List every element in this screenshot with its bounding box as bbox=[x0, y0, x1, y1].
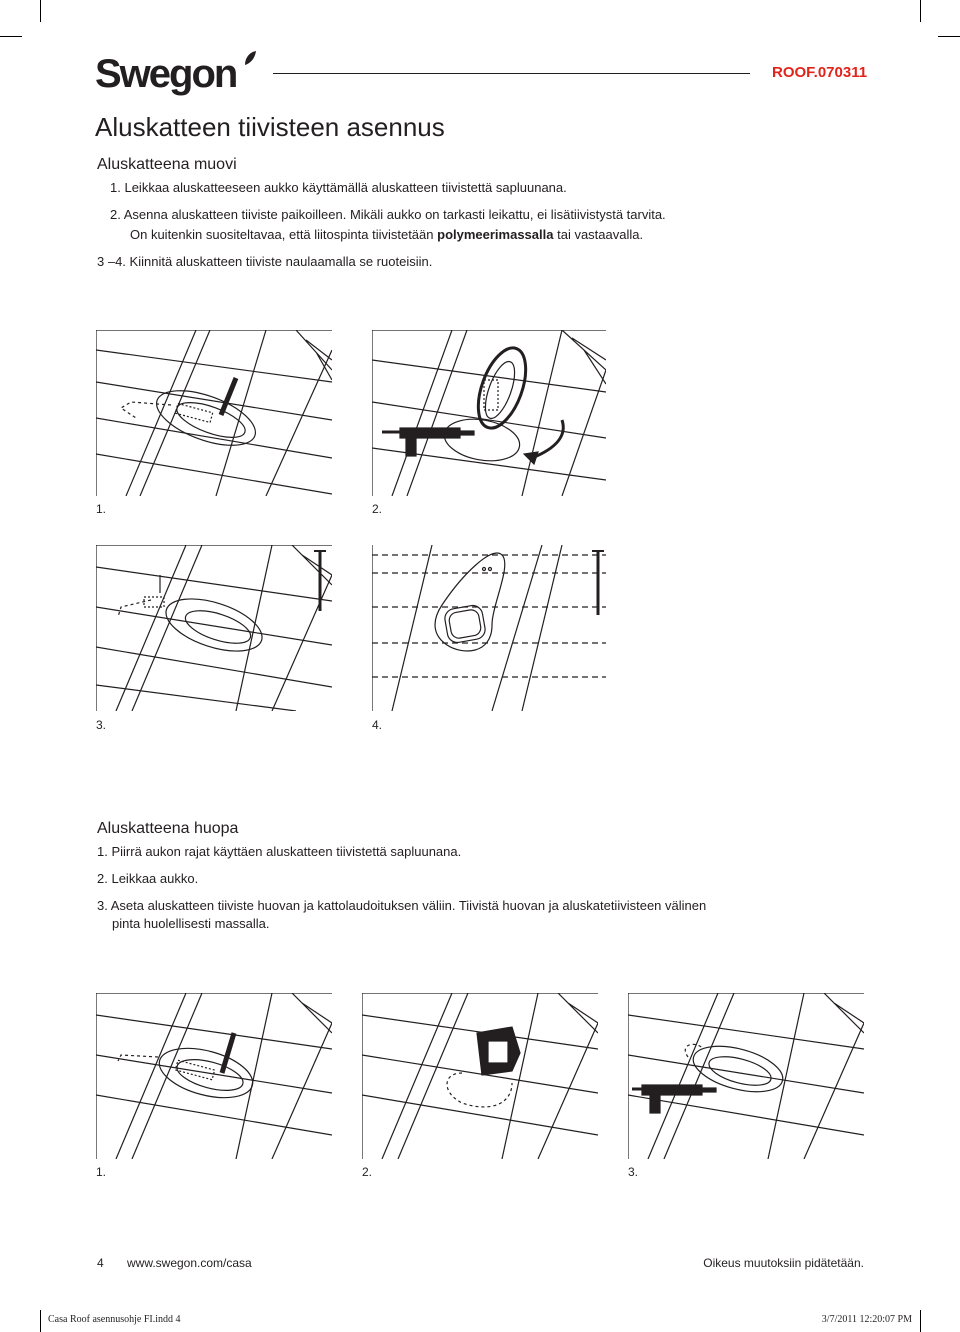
step-number: 3 –4. bbox=[97, 254, 126, 269]
step-text: tai vastaavalla. bbox=[553, 227, 644, 242]
footer-url[interactable]: www.swegon.com/casa bbox=[127, 1256, 252, 1270]
step-text: On kuitenkin suositeltavaa, että liitospinta tiivistetään bbox=[130, 227, 438, 242]
section-heading-huopa: Aluskatteena huopa bbox=[97, 820, 239, 837]
figure-label: 4. bbox=[372, 718, 383, 732]
step-number: 3. bbox=[97, 898, 108, 913]
crop-mark bbox=[938, 36, 960, 37]
step-2 bbox=[110, 207, 666, 223]
step-text: Aseta aluskatteen tiiviste huovan ja kattolaudoituksen väliin. Tiivistä huovan ja aluskatetiivisteen välinen bbox=[110, 898, 707, 913]
step-number: 2. bbox=[110, 207, 121, 222]
step-1 bbox=[97, 844, 461, 860]
figure-label: 2. bbox=[372, 502, 383, 516]
figure-huopa-2 bbox=[362, 993, 598, 1159]
step-3-4 bbox=[97, 254, 432, 270]
figure-muovi-1 bbox=[96, 330, 332, 496]
step-text: Kiinnitä aluskatteen tiiviste naulaamalla se ruoteisiin. bbox=[129, 254, 433, 269]
step-1 bbox=[110, 180, 567, 196]
figure-huopa-1 bbox=[96, 993, 332, 1159]
step-3 bbox=[97, 898, 706, 914]
header-rule bbox=[273, 73, 750, 74]
step-text: Asenna aluskatteen tiiviste paikoilleen. Mikäli aukko on tarkasti leikattu, ei lisätiivistystä tarvita. bbox=[123, 207, 666, 222]
slug-timestamp: 3/7/2011 12:20:07 PM bbox=[821, 1314, 912, 1325]
figure-muovi-3 bbox=[96, 545, 332, 711]
figure-label: 2. bbox=[362, 1165, 373, 1179]
step-number: 1. bbox=[110, 180, 121, 195]
document-id: ROOF.070311 bbox=[772, 64, 868, 81]
step-text: Leikkaa aluskatteeseen aukko käyttämällä aluskatteen tiivistettä sapluunana. bbox=[124, 180, 567, 195]
leaf-icon bbox=[243, 50, 257, 66]
step-3-continued: pinta huolellisesti massalla. bbox=[112, 916, 270, 931]
crop-mark bbox=[40, 1310, 41, 1332]
swegon-logo: Swegon bbox=[95, 52, 237, 96]
crop-mark bbox=[920, 0, 921, 22]
figure-label: 1. bbox=[96, 1165, 107, 1179]
step-number: 1. bbox=[97, 844, 108, 859]
figure-muovi-4 bbox=[372, 545, 606, 711]
page-title: Aluskatteen tiivisteen asennus bbox=[95, 112, 445, 142]
figure-label: 3. bbox=[96, 718, 107, 732]
step-2 bbox=[97, 871, 198, 887]
figure-huopa-3 bbox=[628, 993, 864, 1159]
figure-muovi-2 bbox=[372, 330, 606, 496]
step-text: Leikkaa aukko. bbox=[111, 871, 199, 886]
slug-file: Casa Roof asennusohje FI.indd 4 bbox=[48, 1314, 181, 1325]
step-text-bold: polymeerimassalla bbox=[437, 227, 554, 242]
page-number: 4 bbox=[97, 1256, 104, 1270]
figure-label: 3. bbox=[628, 1165, 639, 1179]
crop-mark bbox=[0, 36, 22, 37]
figure-label: 1. bbox=[96, 502, 107, 516]
crop-mark bbox=[40, 0, 41, 22]
step-2-continued bbox=[130, 227, 643, 243]
crop-mark bbox=[920, 1310, 921, 1332]
step-number: 2. bbox=[97, 871, 108, 886]
footer-rights: Oikeus muutoksiin pidätetään. bbox=[703, 1256, 864, 1270]
step-text: Piirrä aukon rajat käyttäen aluskatteen tiivistettä sapluunana. bbox=[111, 844, 462, 859]
section-heading-muovi: Aluskatteena muovi bbox=[97, 156, 237, 173]
